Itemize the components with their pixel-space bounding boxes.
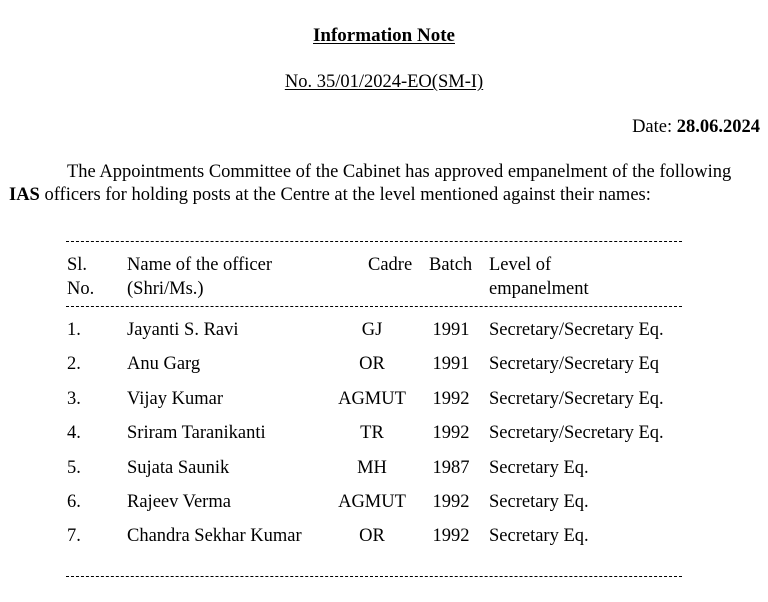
service-name: IAS [9,185,40,205]
reference-number: No. 35/01/2024-EO(SM-I) [284,72,484,92]
row-level: Secretary/Secretary Eq. [489,423,664,444]
row-batch: 1991 [432,320,470,340]
header-name: Name of the officer (Shri/Ms.) [127,255,273,299]
row-level: Secretary Eq. [489,526,589,547]
header-cadre: Cadre [368,255,413,275]
row-level: Secretary Eq. [489,492,589,512]
row-sl: 6. [67,492,81,512]
row-cadre: TR [360,423,384,444]
table-top-rule [66,241,682,242]
row-batch: 1991 [432,354,470,375]
row-level: Secretary/Secretary Eq. [489,320,664,340]
row-officer-name: Jayanti S. Ravi [127,320,239,340]
intro-line-2 [9,185,651,206]
row-batch: 1992 [432,526,470,547]
row-cadre: AGMUT [338,388,406,409]
row-sl: 3. [67,388,81,409]
intro-line-2-rest: officers for holding posts at the Centre at the level mentioned against their names: [39,185,651,205]
document-title: Information Note [313,25,455,46]
date-value: 28.06.2024 [676,117,760,137]
header-bottom-rule [66,306,682,307]
row-cadre: AGMUT [338,492,406,512]
row-officer-name: Chandra Sekhar Kumar [127,526,302,547]
row-batch: 1992 [432,423,470,444]
row-sl: 2. [67,354,81,375]
row-batch: 1992 [432,492,470,512]
row-officer-name: Rajeev Verma [127,492,231,512]
header-level: Level of empanelment [489,255,589,299]
row-sl: 4. [67,423,81,444]
row-cadre: MH [357,457,387,478]
row-sl: 5. [67,457,81,478]
row-officer-name: Sriram Taranikanti [127,423,266,444]
row-officer-name: Anu Garg [127,354,201,375]
row-level: Secretary Eq. [489,457,589,478]
row-officer-name: Vijay Kumar [127,388,223,409]
row-officer-name: Sujata Saunik [127,457,230,478]
row-batch: 1987 [432,457,470,478]
document-date [632,117,760,138]
date-label: Date: [632,117,673,137]
row-level: Secretary/Secretary Eq. [489,388,664,409]
row-sl: 1. [67,320,81,340]
row-cadre: GJ [361,320,383,340]
header-batch: Batch [429,255,473,275]
intro-line-1: The Appointments Committee of the Cabinet has approved empanelment of the following [67,162,732,182]
row-level: Secretary/Secretary Eq [489,354,660,375]
row-batch: 1992 [432,388,470,409]
header-sl: Sl. No. [67,255,95,299]
row-sl: 7. [67,526,81,547]
row-cadre: OR [359,354,385,375]
row-cadre: OR [359,526,385,547]
table-bottom-rule [66,576,682,577]
